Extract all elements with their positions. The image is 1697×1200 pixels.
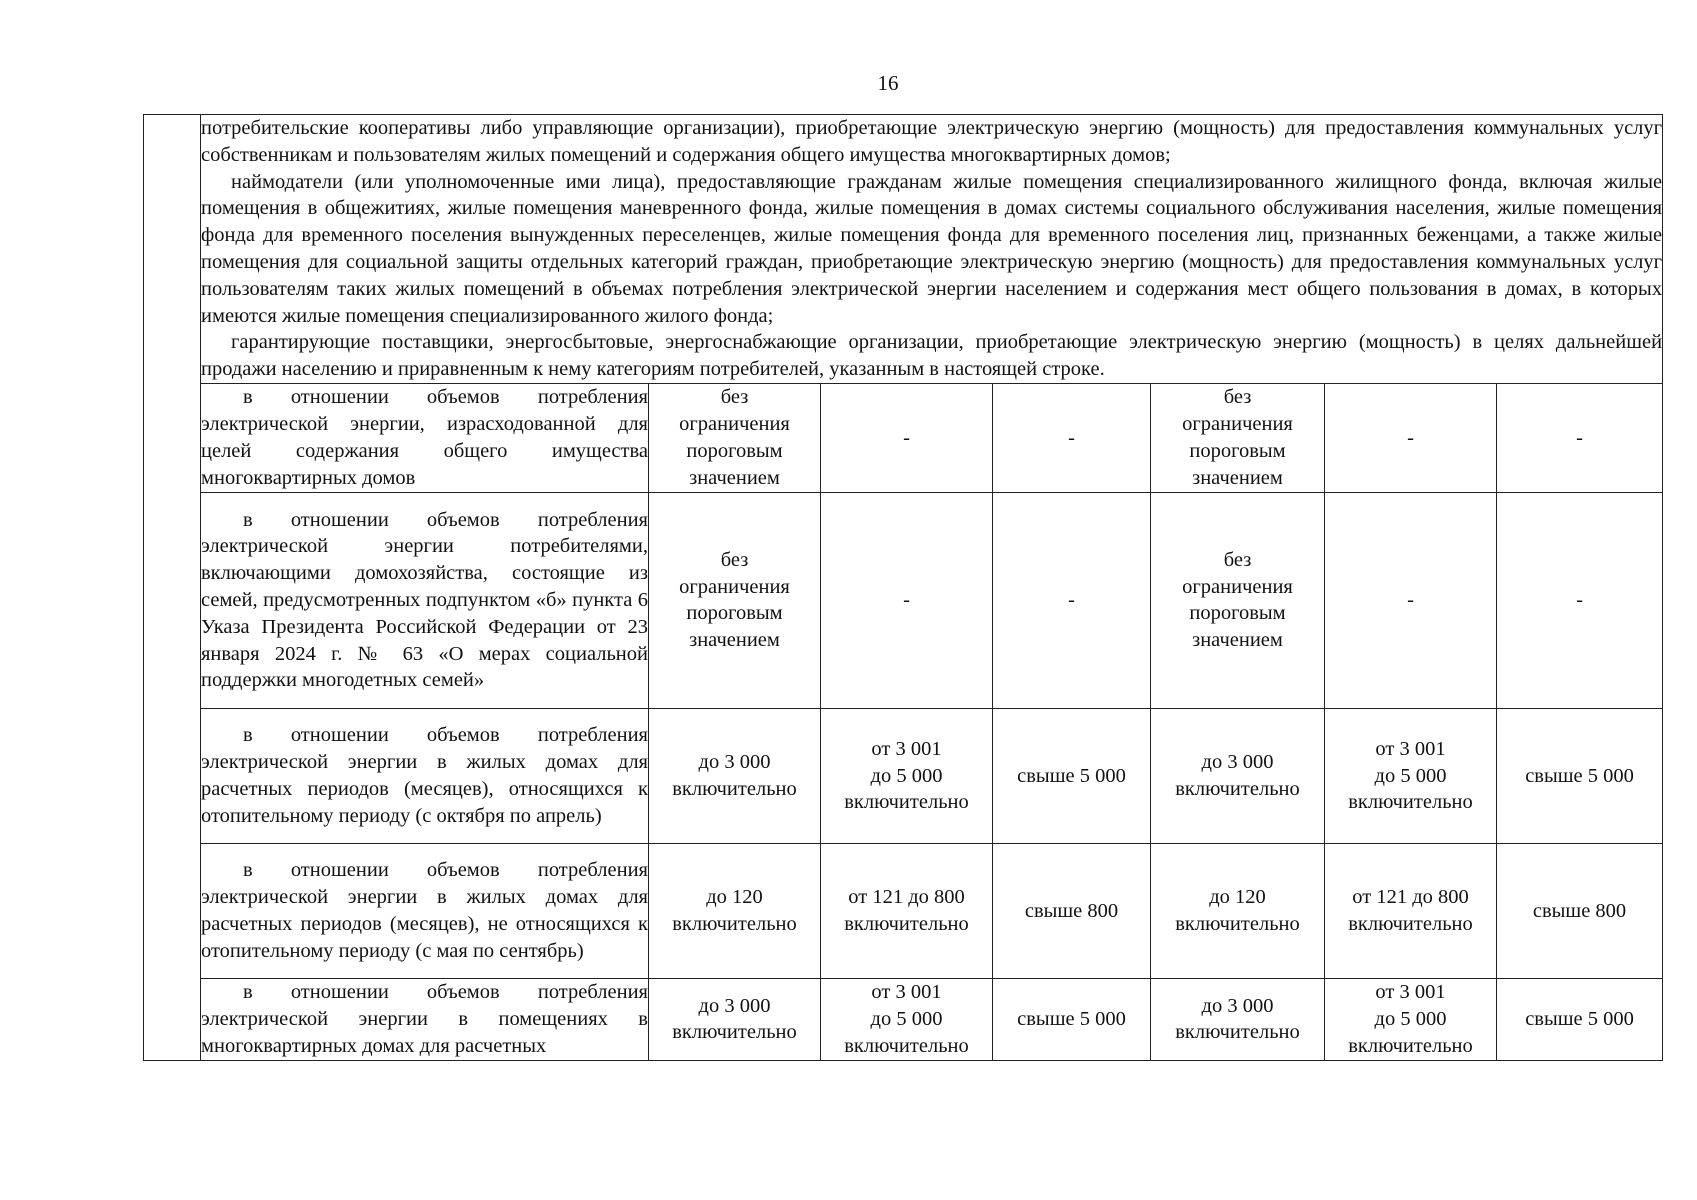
- value-cell: [1497, 978, 1663, 1060]
- value-text: без ограничения пороговым значением: [1182, 386, 1293, 489]
- value-cell: [993, 978, 1151, 1060]
- row-description: [201, 978, 649, 1060]
- value-cell: [821, 383, 993, 492]
- tariff-table: [143, 114, 1663, 1061]
- value-text: -: [1407, 426, 1414, 449]
- value-cell: [821, 843, 993, 978]
- description-text: в отношении объемов потребления электрической энергии потребителями, включающими домохозяйства, состоящие из семей, предусмотренных подпунктом «б» пункта 6 Указа Президента Российской Федерации от 23 января 2024 г. № 63 «О мерах социальной поддержки многодетных семей»: [201, 508, 648, 692]
- description-text: в отношении объемов потребления электрической энергии в жилых домах для расчетных периодов (месяцев), не относящихся к отопительному периоду (с мая по сентябрь): [201, 859, 648, 962]
- value-text: без ограничения пороговым значением: [679, 548, 790, 652]
- value-text: от 3 001 до 5 000 включительно: [844, 737, 969, 814]
- value-cell: [821, 978, 993, 1060]
- value-text: -: [1407, 589, 1414, 612]
- description-text: в отношении объемов потребления электрической энергии в помещениях в многоквартирных домах для расчетных: [201, 981, 648, 1057]
- value-cell: [993, 383, 1151, 492]
- value-text: до 3 000 включительно: [672, 994, 797, 1044]
- value-cell: [1151, 383, 1325, 492]
- value-cell: [1497, 383, 1663, 492]
- table-row: [144, 492, 1663, 708]
- table-row: [144, 843, 1663, 978]
- value-text: свыше 5 000: [1017, 764, 1126, 787]
- value-text: свыше 5 000: [1525, 1008, 1634, 1031]
- value-cell: [1151, 843, 1325, 978]
- value-text: до 120 включительно: [1175, 886, 1300, 935]
- value-cell: [1325, 708, 1497, 843]
- value-text: до 3 000 включительно: [672, 751, 797, 800]
- value-cell: [649, 843, 821, 978]
- value-text: -: [1068, 589, 1075, 612]
- value-cell: [1325, 978, 1497, 1060]
- row-number-cell: [144, 115, 201, 1061]
- value-cell: [649, 978, 821, 1060]
- page-number: 16: [877, 71, 899, 95]
- intro-paragraph: наймодатели (или уполномоченные ими лица), предоставляющие гражданам жилые помещения специализированного жилищного фонда, включая жилые помещения в общежитиях, жилые помещения маневренного фонда, жилые помещения в домах системы социального обслуживания населения, жилые помещения фонда для временного поселения вынужденных переселенцев, жилые помещения фонда для временного поселения лиц, признанных беженцами, а также жилые помещения для социальной защиты отдельных категорий граждан, приобретающие электрическую энергию (мощность) для предоставления коммунальных услуг пользователям таких жилых помещений в объемах потребления электрической энергии населением и содержания мест общего пользования в домах, в которых имеются жилые помещения специализированного жилого фонда;: [201, 170, 1663, 327]
- value-cell: [1325, 843, 1497, 978]
- value-text: до 3 000 включительно: [1175, 994, 1300, 1044]
- value-cell: [1151, 492, 1325, 708]
- value-text: до 3 000 включительно: [1175, 751, 1300, 800]
- value-text: от 3 001 до 5 000 включительно: [844, 981, 969, 1057]
- value-text: от 3 001 до 5 000 включительно: [1348, 981, 1473, 1057]
- value-text: от 3 001 до 5 000 включительно: [1348, 737, 1473, 814]
- value-text: без ограничения пороговым значением: [1182, 548, 1293, 652]
- value-text: от 121 до 800 включительно: [844, 886, 969, 935]
- table-row: [144, 708, 1663, 843]
- row-description: [201, 383, 649, 492]
- intro-row: [144, 115, 1663, 384]
- value-cell: [1325, 492, 1497, 708]
- value-cell: [821, 708, 993, 843]
- value-text: -: [903, 426, 910, 449]
- value-text: свыше 5 000: [1017, 1008, 1126, 1031]
- value-cell: [649, 383, 821, 492]
- row-description: [201, 843, 649, 978]
- value-text: -: [1576, 426, 1583, 449]
- value-text: свыше 5 000: [1525, 764, 1634, 787]
- table-row: [144, 978, 1663, 1060]
- value-cell: [1497, 708, 1663, 843]
- value-cell: [649, 492, 821, 708]
- value-text: до 120 включительно: [672, 886, 797, 935]
- intro-cell: [201, 115, 1663, 384]
- row-description: [201, 492, 649, 708]
- value-cell: [1325, 383, 1497, 492]
- value-text: -: [903, 589, 910, 612]
- intro-paragraph: гарантирующие поставщики, энергосбытовые, энергоснабжающие организации, приобретающие электрическую энергию (мощность) в целях дальнейшей продажи населению и приравненным к нему категориям потребителей, указанным в настоящей строке.: [201, 331, 1663, 381]
- value-text: -: [1068, 426, 1075, 449]
- value-cell: [993, 843, 1151, 978]
- value-cell: [1151, 978, 1325, 1060]
- value-cell: [993, 492, 1151, 708]
- value-cell: [993, 708, 1151, 843]
- value-text: от 121 до 800 включительно: [1348, 886, 1473, 935]
- value-cell: [1497, 843, 1663, 978]
- value-text: свыше 800: [1532, 899, 1627, 922]
- description-text: в отношении объемов потребления электрической энергии в жилых домах для расчетных периодов (месяцев), относящихся к отопительному периоду (с октября по апрель): [201, 724, 648, 827]
- intro-paragraph: потребительские кооперативы либо управляющие организации), приобретающие электрическую энергию (мощность) для предоставления коммунальных услуг собственникам и пользователям жилых помещений и содержания общего имущества многоквартирных домов;: [201, 117, 1663, 166]
- value-cell: [1151, 708, 1325, 843]
- table-row: [144, 383, 1663, 492]
- value-cell: [821, 492, 993, 708]
- value-cell: [649, 708, 821, 843]
- value-text: свыше 800: [1024, 899, 1119, 922]
- value-cell: [1497, 492, 1663, 708]
- row-description: [201, 708, 649, 843]
- description-text: в отношении объемов потребления электрической энергии, израсходованной для целей содержания общего имущества многоквартирных домов: [201, 386, 648, 489]
- value-text: без ограничения пороговым значением: [679, 386, 790, 489]
- value-text: -: [1576, 589, 1583, 612]
